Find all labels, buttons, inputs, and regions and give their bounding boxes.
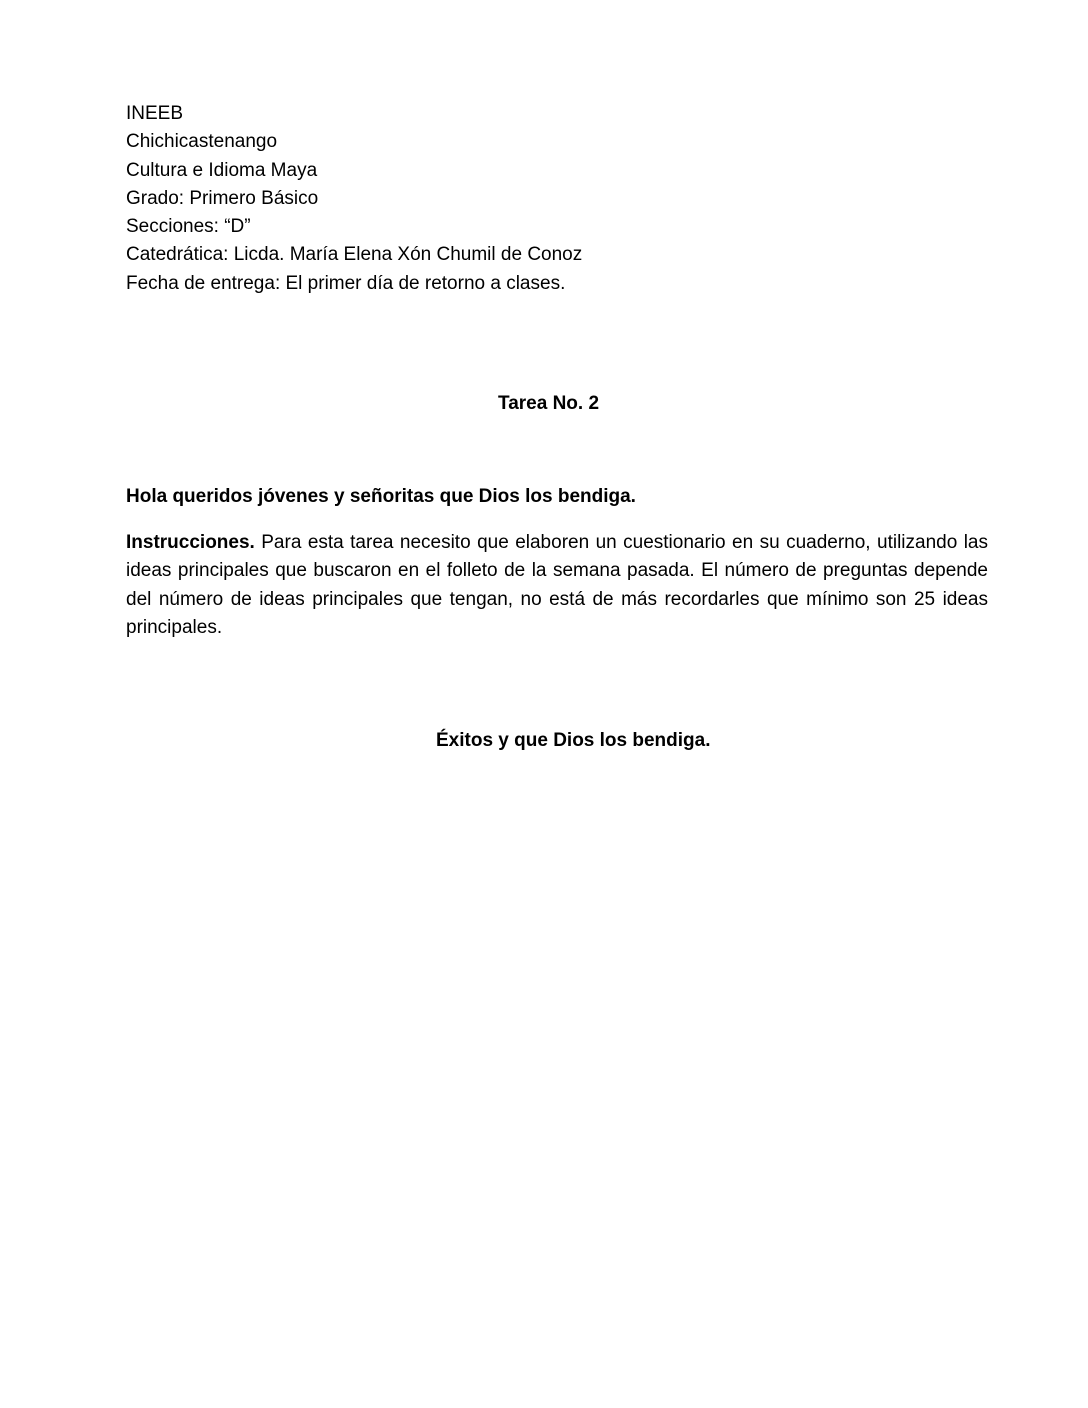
instructions-paragraph bbox=[126, 529, 988, 642]
grade: Grado: Primero Básico bbox=[126, 187, 319, 209]
instructions-label: Instrucciones. bbox=[126, 532, 255, 553]
greeting: Hola queridos jóvenes y señoritas que Dios los bendiga. bbox=[126, 486, 636, 507]
teacher: Catedrática: Licda. María Elena Xón Chumil de Conoz bbox=[126, 244, 583, 266]
task-title: Tarea No. 2 bbox=[498, 393, 600, 414]
document-header bbox=[126, 100, 1006, 298]
due-date: Fecha de entrega: El primer día de retorno a clases. bbox=[126, 272, 566, 294]
sections: Secciones: “D” bbox=[126, 216, 251, 238]
instructions-body: Para esta tarea necesito que elaboren un cuestionario en su cuaderno, utilizando las ideas principales que buscaron en el folleto de la semana pasada. El número de preguntas depende del número de ideas principales que tengan, no está de más recordarles que mínimo son 25 ideas principales. bbox=[126, 532, 988, 638]
closing-message: Éxitos y que Dios los bendiga. bbox=[436, 730, 711, 751]
location: Chichicastenango bbox=[126, 131, 278, 153]
institution-name: INEEB bbox=[126, 103, 184, 124]
course-name: Cultura e Idioma Maya bbox=[126, 159, 318, 181]
